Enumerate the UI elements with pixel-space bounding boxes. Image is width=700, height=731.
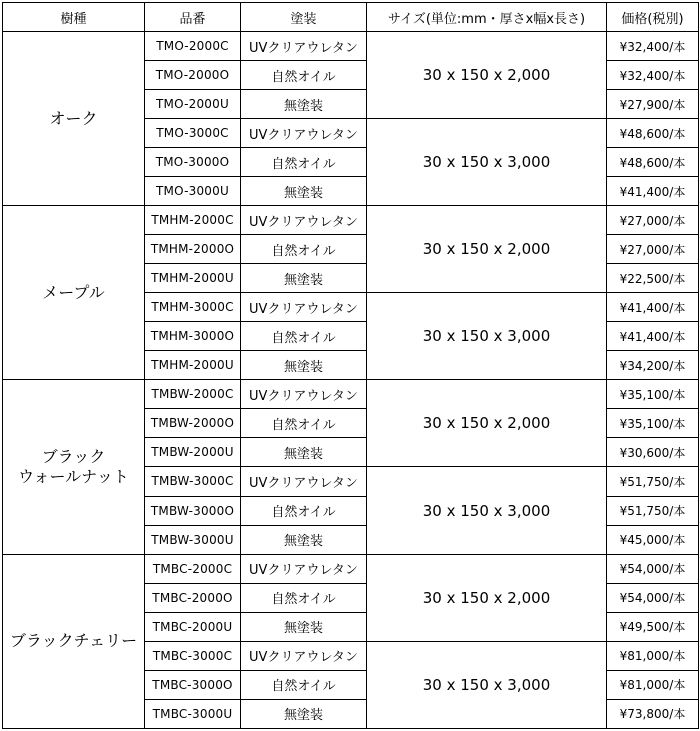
- product-code-cell: TMBW-2000U: [145, 438, 241, 467]
- size-cell: 30 x 150 x 2,000: [367, 380, 607, 467]
- price-cell: ¥49,500/本: [607, 612, 699, 641]
- table-row: [3, 206, 699, 235]
- product-code-cell: TMBW-2000C: [145, 380, 241, 409]
- product-code-cell: TMO-2000O: [145, 61, 241, 90]
- product-code-cell: TMBC-2000O: [145, 583, 241, 612]
- finish-cell: UVクリアウレタン: [241, 206, 367, 235]
- table-row: [3, 380, 699, 409]
- price-cell: ¥32,400/本: [607, 61, 699, 90]
- price-cell: ¥35,100/本: [607, 409, 699, 438]
- finish-cell: 無塗装: [241, 264, 367, 293]
- finish-cell: 自然オイル: [241, 670, 367, 699]
- table-header: [3, 3, 699, 32]
- product-code-cell: TMHM-2000U: [145, 351, 241, 380]
- product-code-cell: TMBW-3000U: [145, 525, 241, 554]
- finish-cell: UVクリアウレタン: [241, 32, 367, 61]
- header-finish: 塗装: [241, 3, 367, 32]
- finish-cell: 無塗装: [241, 438, 367, 467]
- price-cell: ¥48,600/本: [607, 119, 699, 148]
- finish-cell: 自然オイル: [241, 409, 367, 438]
- product-code-cell: TMBC-3000C: [145, 641, 241, 670]
- finish-cell: 無塗装: [241, 177, 367, 206]
- price-cell: ¥81,000/本: [607, 670, 699, 699]
- header-price: 価格(税別): [607, 3, 699, 32]
- size-cell: 30 x 150 x 2,000: [367, 554, 607, 641]
- price-cell: ¥41,400/本: [607, 293, 699, 322]
- product-code-cell: TMHM-2000U: [145, 264, 241, 293]
- product-code-cell: TMBC-3000O: [145, 670, 241, 699]
- finish-cell: UVクリアウレタン: [241, 380, 367, 409]
- species-cell: [3, 380, 145, 554]
- size-cell: 30 x 150 x 3,000: [367, 293, 607, 380]
- price-cell: ¥51,750/本: [607, 496, 699, 525]
- product-code-cell: TMO-2000U: [145, 90, 241, 119]
- finish-cell: UVクリアウレタン: [241, 467, 367, 496]
- product-code-cell: TMO-3000O: [145, 148, 241, 177]
- header-species: 樹種: [3, 3, 145, 32]
- table-row: [3, 554, 699, 583]
- price-cell: ¥27,900/本: [607, 90, 699, 119]
- table-row: [3, 32, 699, 61]
- price-cell: ¥54,000/本: [607, 583, 699, 612]
- price-cell: ¥54,000/本: [607, 554, 699, 583]
- price-cell: ¥81,000/本: [607, 641, 699, 670]
- finish-cell: UVクリアウレタン: [241, 554, 367, 583]
- size-cell: 30 x 150 x 2,000: [367, 32, 607, 119]
- price-cell: ¥27,000/本: [607, 235, 699, 264]
- price-cell: ¥48,600/本: [607, 148, 699, 177]
- species-name-line: ブラック: [41, 446, 106, 466]
- finish-cell: 無塗装: [241, 351, 367, 380]
- price-cell: ¥51,750/本: [607, 467, 699, 496]
- species-name-line: ブラックチェリー: [9, 631, 138, 651]
- price-table: [2, 2, 699, 729]
- product-code-cell: TMBC-2000U: [145, 612, 241, 641]
- product-code-cell: TMO-3000C: [145, 119, 241, 148]
- price-cell: ¥73,800/本: [607, 699, 699, 728]
- product-code-cell: TMHM-2000C: [145, 206, 241, 235]
- species-cell: [3, 32, 145, 206]
- species-cell: [3, 554, 145, 728]
- product-code-cell: TMHM-2000O: [145, 235, 241, 264]
- finish-cell: UVクリアウレタン: [241, 293, 367, 322]
- header-size: サイズ(単位:mm・厚さx幅x長さ): [367, 3, 607, 32]
- finish-cell: 自然オイル: [241, 148, 367, 177]
- finish-cell: 無塗装: [241, 90, 367, 119]
- product-code-cell: TMBW-3000O: [145, 496, 241, 525]
- price-cell: ¥32,400/本: [607, 32, 699, 61]
- size-cell: 30 x 150 x 3,000: [367, 641, 607, 728]
- price-cell: ¥30,600/本: [607, 438, 699, 467]
- product-code-cell: TMO-2000C: [145, 32, 241, 61]
- product-code-cell: TMBC-3000U: [145, 699, 241, 728]
- size-cell: 30 x 150 x 3,000: [367, 119, 607, 206]
- finish-cell: 自然オイル: [241, 61, 367, 90]
- finish-cell: UVクリアウレタン: [241, 641, 367, 670]
- price-cell: ¥45,000/本: [607, 525, 699, 554]
- price-cell: ¥27,000/本: [607, 206, 699, 235]
- product-code-cell: TMBC-2000C: [145, 554, 241, 583]
- finish-cell: 自然オイル: [241, 583, 367, 612]
- product-code-cell: TMBW-2000O: [145, 409, 241, 438]
- finish-cell: 無塗装: [241, 699, 367, 728]
- product-code-cell: TMHM-3000C: [145, 293, 241, 322]
- species-name-line: ウォールナット: [18, 466, 129, 486]
- finish-cell: 自然オイル: [241, 496, 367, 525]
- size-cell: 30 x 150 x 3,000: [367, 467, 607, 554]
- product-code-cell: TMHM-3000O: [145, 322, 241, 351]
- header-code: 品番: [145, 3, 241, 32]
- species-name-line: オーク: [49, 108, 98, 128]
- finish-cell: UVクリアウレタン: [241, 119, 367, 148]
- header-row: [3, 3, 699, 32]
- price-cell: ¥34,200/本: [607, 351, 699, 380]
- finish-cell: 自然オイル: [241, 235, 367, 264]
- finish-cell: 無塗装: [241, 612, 367, 641]
- species-name-line: メープル: [42, 282, 105, 302]
- product-code-cell: TMO-3000U: [145, 177, 241, 206]
- price-cell: ¥41,400/本: [607, 177, 699, 206]
- size-cell: 30 x 150 x 2,000: [367, 206, 607, 293]
- species-cell: [3, 206, 145, 380]
- finish-cell: 自然オイル: [241, 322, 367, 351]
- price-cell: ¥35,100/本: [607, 380, 699, 409]
- price-cell: ¥41,400/本: [607, 322, 699, 351]
- table-body: [3, 32, 699, 729]
- finish-cell: 無塗装: [241, 525, 367, 554]
- price-cell: ¥22,500/本: [607, 264, 699, 293]
- product-code-cell: TMBW-3000C: [145, 467, 241, 496]
